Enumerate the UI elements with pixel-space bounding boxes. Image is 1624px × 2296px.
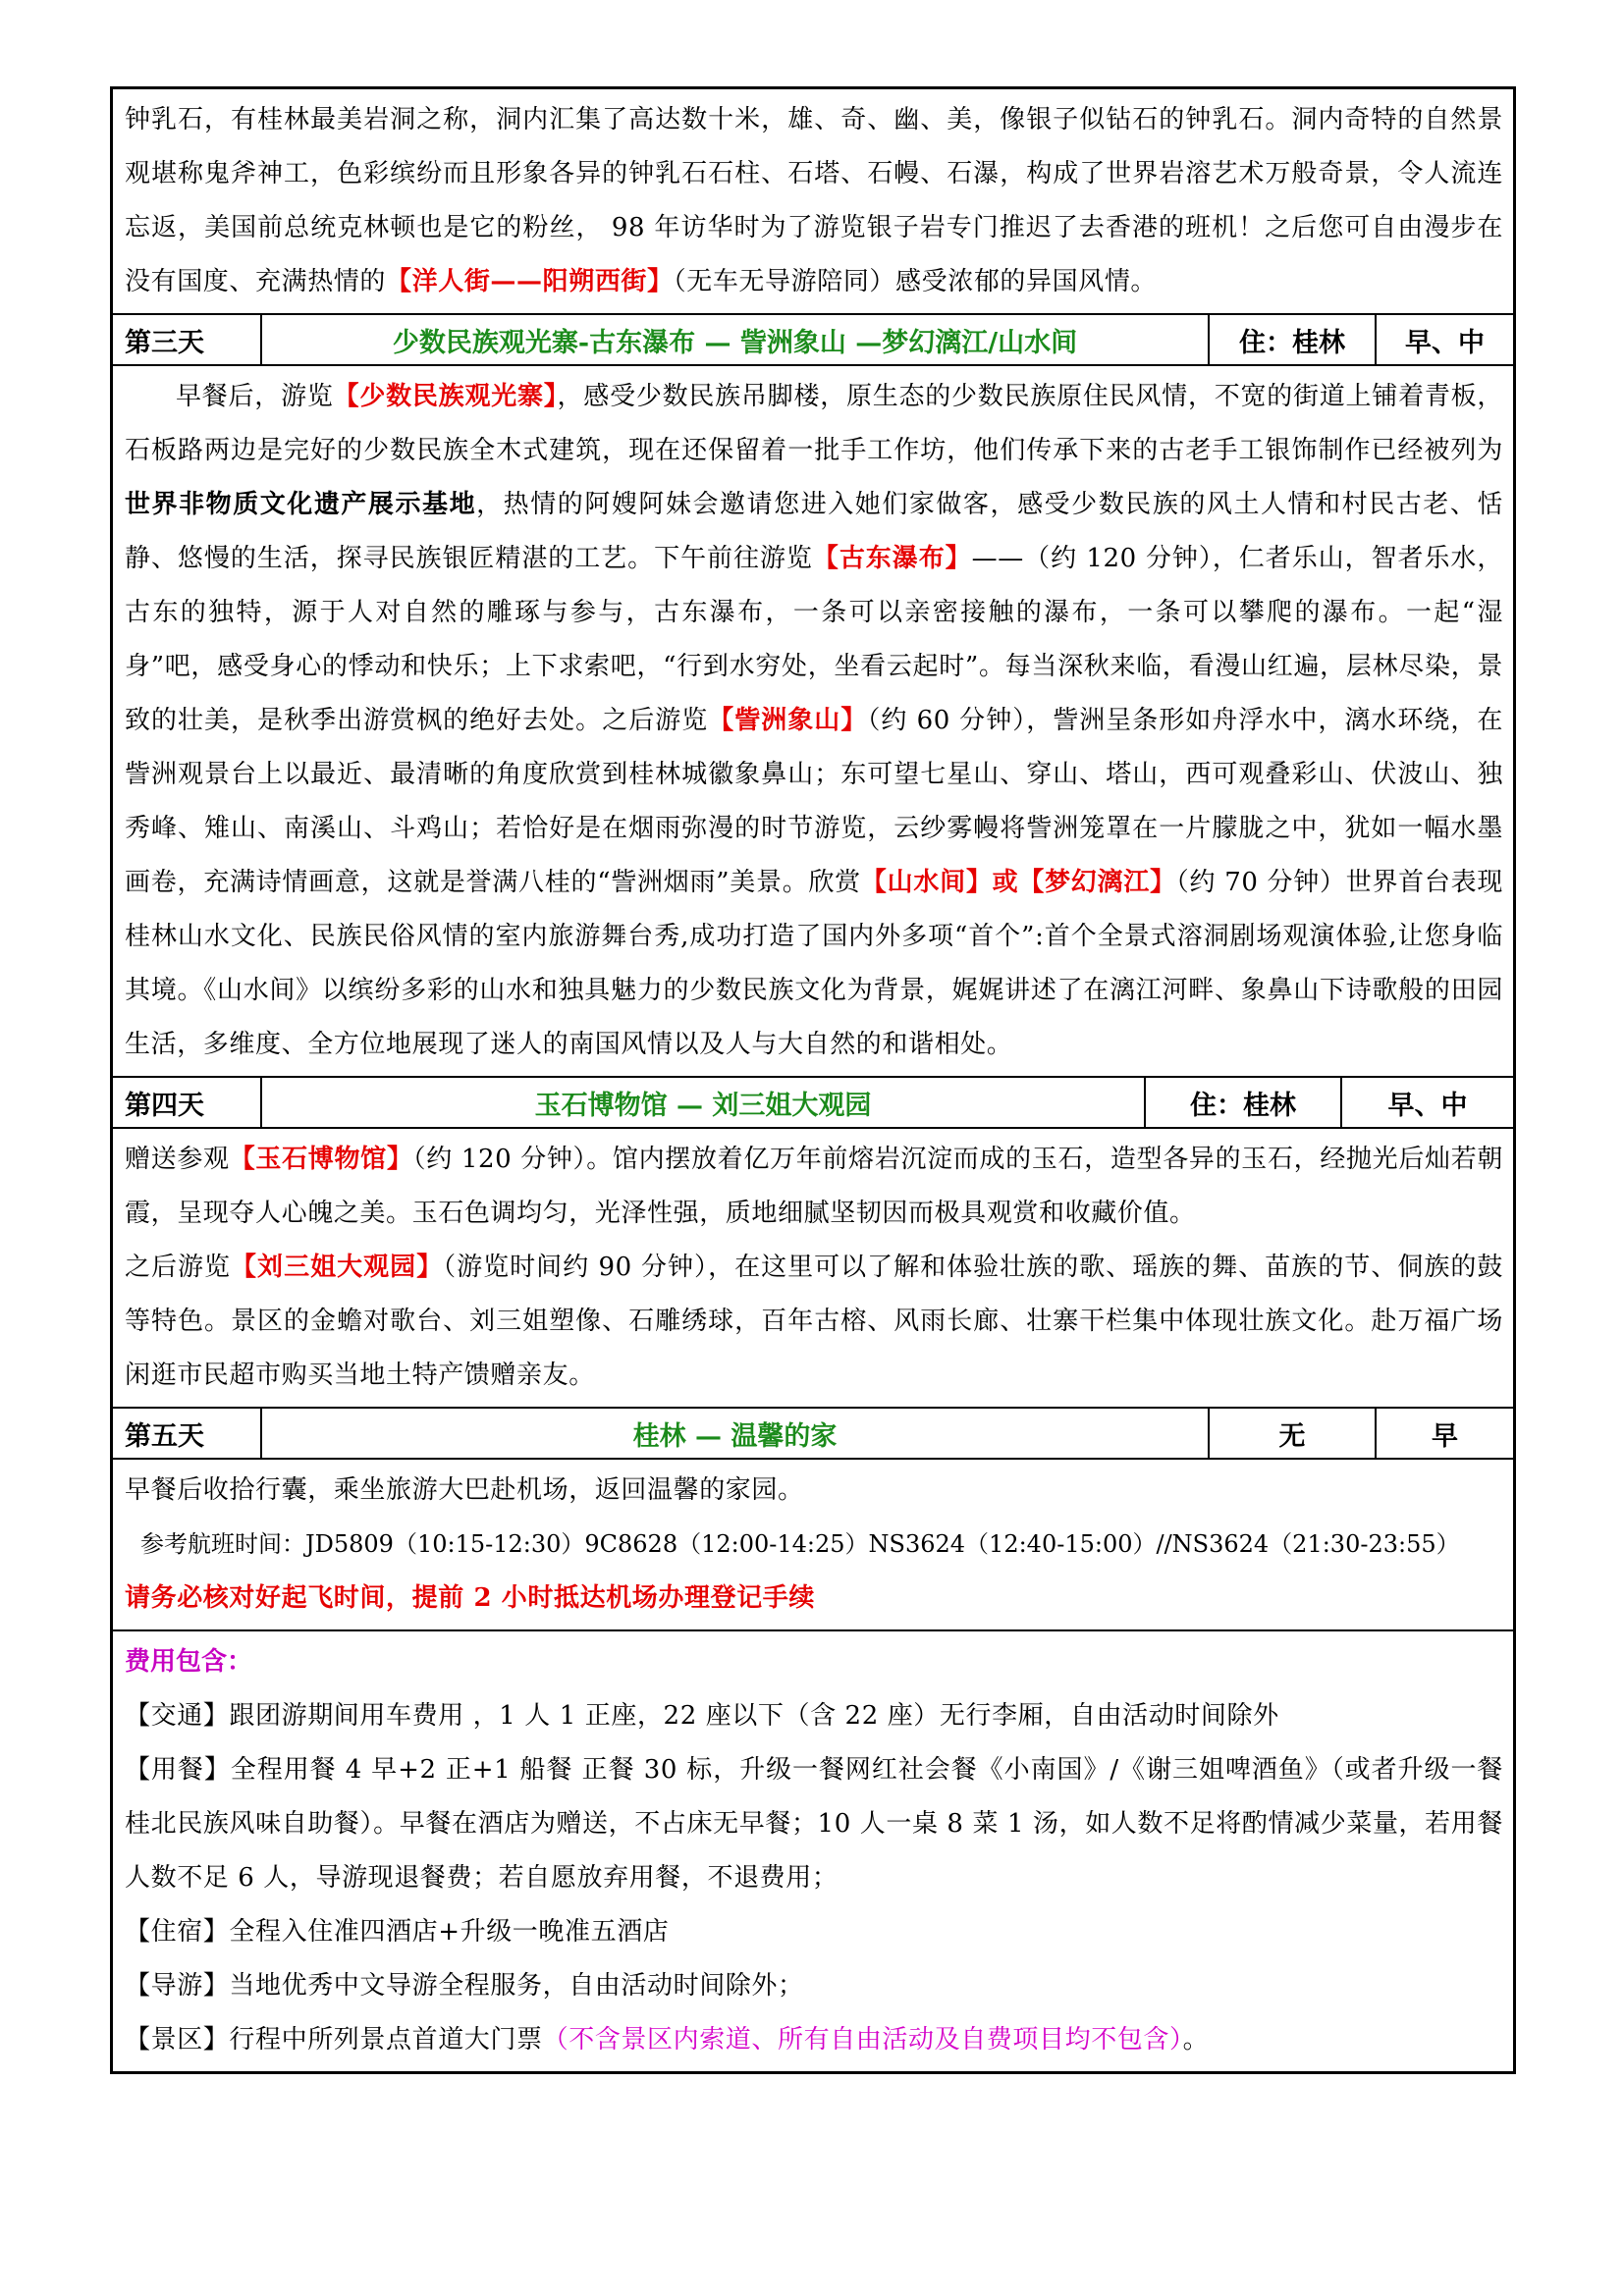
day3-stay: 住：桂林 bbox=[1208, 315, 1375, 364]
highlight-zizhou-xiangshan: 【訾洲象山】 bbox=[708, 706, 868, 735]
day3-text-4: ——（约 120 分钟），仁者乐山，智者乐水，古东的独特，源于人对自然的雕琢与参与，古东瀑布，一条可以亲密接触的瀑布，一条可以攀爬的瀑布。一起“湿身”吧，感受身心的悸动和快乐；上下求索吧，“行到水穷处，坐看云起时”。每当深秋来临，看漫山红遍，层林尽染，景致的壮美，是秋季出游赏枫的绝好去处。之后游览 bbox=[125, 544, 1503, 735]
day4-meal: 早、中 bbox=[1340, 1078, 1513, 1127]
day3-body bbox=[113, 366, 1513, 1078]
day5-meal: 早 bbox=[1375, 1409, 1513, 1458]
day3-text-5: （约 60 分钟），訾洲呈条形如舟浮水中，漓水环绕，在訾洲观景台上以最近、最清晰的角度欣赏到桂林城徽象鼻山；东可望七星山、穿山、塔山，西可观叠彩山、伏波山、独秀峰、雉山、南溪山、斗鸡山；若恰好是在烟雨弥漫的时节游览，云纱雾幔将訾洲笼罩在一片朦胧之中，犹如一幅水墨画卷，充满诗情画意，这就是誉满八桂的“訾洲烟雨”美景。欣赏 bbox=[125, 706, 1504, 897]
day5-label: 第五天 bbox=[125, 1420, 204, 1452]
day3-text-3: ，热情的阿嫂阿妹会邀请您进入她们家做客，感受少数民族的风土人情和村民古老、恬静、悠慢的生活，探寻民族银匠精湛的工艺。下午前往游览 bbox=[125, 490, 1503, 573]
highlight-liusanjie-park: 【刘三姐大观园】 bbox=[231, 1253, 444, 1282]
fee-meal-text: 全程用餐 4 早+2 正+1 船餐 正餐 30 标，升级一餐网红社会餐《小南国》/《谢三姐啤酒鱼》（或者升级一餐桂北民族风味自助餐）。早餐在酒店为赠送，不占床无早餐；10 人一桌 8 菜 1 汤，如人数不足将酌情减少菜量，若用餐人数不足 6 人，导游现退餐费；若自愿放弃用餐，不退费用； bbox=[125, 1755, 1503, 1893]
fee-hotel bbox=[125, 1905, 1503, 1959]
day3-text-1: 早餐后，游览 bbox=[176, 382, 334, 411]
heritage-base-bold: 世界非物质文化遗产展示基地 bbox=[125, 490, 477, 519]
highlight-west-street: 【洋人街——阳朔西街】 bbox=[386, 267, 674, 296]
highlight-jade-museum: 【玉石博物馆】 bbox=[229, 1145, 413, 1174]
itinerary-table bbox=[110, 86, 1516, 2074]
day3-meal: 早、中 bbox=[1375, 315, 1513, 364]
day4-body bbox=[113, 1129, 1513, 1409]
day5-header-row bbox=[113, 1409, 1513, 1460]
day3-label: 第三天 bbox=[125, 327, 204, 358]
fee-scenic-end: 。 bbox=[1182, 2025, 1210, 2055]
fee-scenic-label: 【景区】 bbox=[125, 2025, 230, 2055]
fees-title: 费用包含： bbox=[125, 1647, 253, 1677]
day5-stay: 无 bbox=[1208, 1409, 1375, 1458]
day3-text-2: ，感受少数民族吊脚楼，原生态的少数民族原住民风情，不宽的街道上铺着青板，石板路两边是完好的少数民族全木式建筑，现在还保留着一批手工作坊，他们传承下来的古老手工银饰制作已经被列为 bbox=[125, 382, 1503, 465]
fee-guide-label: 【导游】 bbox=[125, 1971, 230, 2001]
day2-continuation bbox=[113, 89, 1513, 315]
day4-label: 第四天 bbox=[125, 1090, 204, 1121]
day2-text-end: （无车无导游陪同）感受浓郁的异国风情。 bbox=[673, 267, 1158, 296]
day5-title: 桂林 — 温馨的家 bbox=[260, 1409, 1208, 1458]
fee-traffic bbox=[125, 1689, 1503, 1743]
day4-text-2: （约 120 分钟）。馆内摆放着亿万年前熔岩沉淀而成的玉石，造型各异的玉石，经抛光后灿若朝霞，呈现夺人心魄之美。玉石色调均匀，光泽性强，质地细腻坚韧因而极具观赏和收藏价值。 bbox=[125, 1145, 1504, 1228]
fee-scenic-text: 行程中所列景点首道大门票 bbox=[229, 2025, 543, 2055]
fee-traffic-text: 跟团游期间用车费用 ，1 人 1 正座，22 座以下（含 22 座）无行李厢，自由活动时间除外 bbox=[229, 1701, 1279, 1731]
day4-header-row bbox=[113, 1078, 1513, 1129]
fee-hotel-label: 【住宿】 bbox=[125, 1917, 230, 1947]
fee-guide bbox=[125, 1959, 1503, 2013]
day3-header-row bbox=[113, 315, 1513, 366]
day4-stay: 住：桂林 bbox=[1144, 1078, 1340, 1127]
day3-paragraph bbox=[125, 370, 1503, 1072]
day5-body bbox=[113, 1460, 1513, 1631]
fees-section bbox=[113, 1631, 1513, 2071]
day4-paragraph-1 bbox=[125, 1133, 1503, 1241]
fee-guide-text: 当地优秀中文导游全程服务，自由活动时间除外； bbox=[229, 1971, 804, 2001]
day4-title: 玉石博物馆 — 刘三姐大观园 bbox=[260, 1078, 1144, 1127]
fee-meal bbox=[125, 1743, 1503, 1905]
highlight-minority-village: 【少数民族观光寨】 bbox=[333, 382, 558, 411]
day5-paragraph: 早餐后收拾行囊，乘坐旅游大巴赴机场，返回温馨的家园。 bbox=[125, 1475, 804, 1505]
day4-text-4: （游览时间约 90 分钟），在这里可以了解和体验壮族的歌、瑶族的舞、苗族的节、侗族的鼓等特色。景区的金蟾对歌台、刘三姐塑像、石雕绣球，百年古榕、风雨长廊、壮寨干栏集中体现壮族文化。赴万福广场闲逛市民超市购买当地土特产馈赠亲友。 bbox=[125, 1253, 1503, 1390]
highlight-gudong-waterfall: 【古东瀑布】 bbox=[812, 544, 972, 573]
flight-warning: 请务必核对好起飞时间，提前 2 小时抵达机场办理登记手续 bbox=[125, 1583, 815, 1613]
fee-meal-label: 【用餐】 bbox=[125, 1755, 231, 1785]
day4-paragraph-2 bbox=[125, 1241, 1503, 1403]
day2-text: 钟乳石，有桂林最美岩洞之称，洞内汇集了高达数十米，雄、奇、幽、美，像银子似钻石的钟乳石。洞内奇特的自然景观堪称鬼斧神工，色彩缤纷而且形象各异的钟乳石石柱、石塔、石幔、石瀑，构成了世界岩溶艺术万般奇景，令人流连忘返，美国前总统克林顿也是它的粉丝， 98 年访华时为了游览银子岩专门推迟了去香港的班机！之后您可自由漫步在没有国度、充满热情的 bbox=[125, 105, 1503, 296]
flight-times: 参考航班时间：JD5809（10:15-12:30）9C8628（12:00-14:25）NS3624（12:40-15:00）//NS3624（21:30-23:55） bbox=[140, 1530, 1460, 1558]
day2-paragraph bbox=[125, 93, 1503, 309]
day3-title: 少数民族观光寨-古东瀑布 — 訾洲象山 —梦幻漓江/山水间 bbox=[260, 315, 1208, 364]
day3-text-6: （约 70 分钟）世界首台表现桂林山水文化、民族民俗风情的室内旅游舞台秀,成功打造了国内外多项“首个”:首个全景式溶洞剧场观演体验,让您身临其境。《山水间》以缤纷多彩的山水和独具魅力的少数民族文化为背景，娓娓讲述了在漓江河畔、象鼻山下诗歌般的田园生活，多维度、全方位地展现了迷人的南国风情以及人与大自然的和谐相处。 bbox=[125, 868, 1503, 1059]
fee-scenic bbox=[125, 2013, 1503, 2067]
fee-hotel-text: 全程入住准四酒店+升级一晚准五酒店 bbox=[229, 1917, 670, 1947]
highlight-shows: 【山水间】或【梦幻漓江】 bbox=[860, 868, 1176, 897]
fee-scenic-note: （不含景区内索道、所有自由活动及自费项目均不包含） bbox=[542, 2025, 1183, 2055]
day4-text-1: 赠送参观 bbox=[125, 1145, 230, 1174]
day4-text-3: 之后游览 bbox=[125, 1253, 232, 1282]
fee-traffic-label: 【交通】 bbox=[125, 1701, 230, 1731]
